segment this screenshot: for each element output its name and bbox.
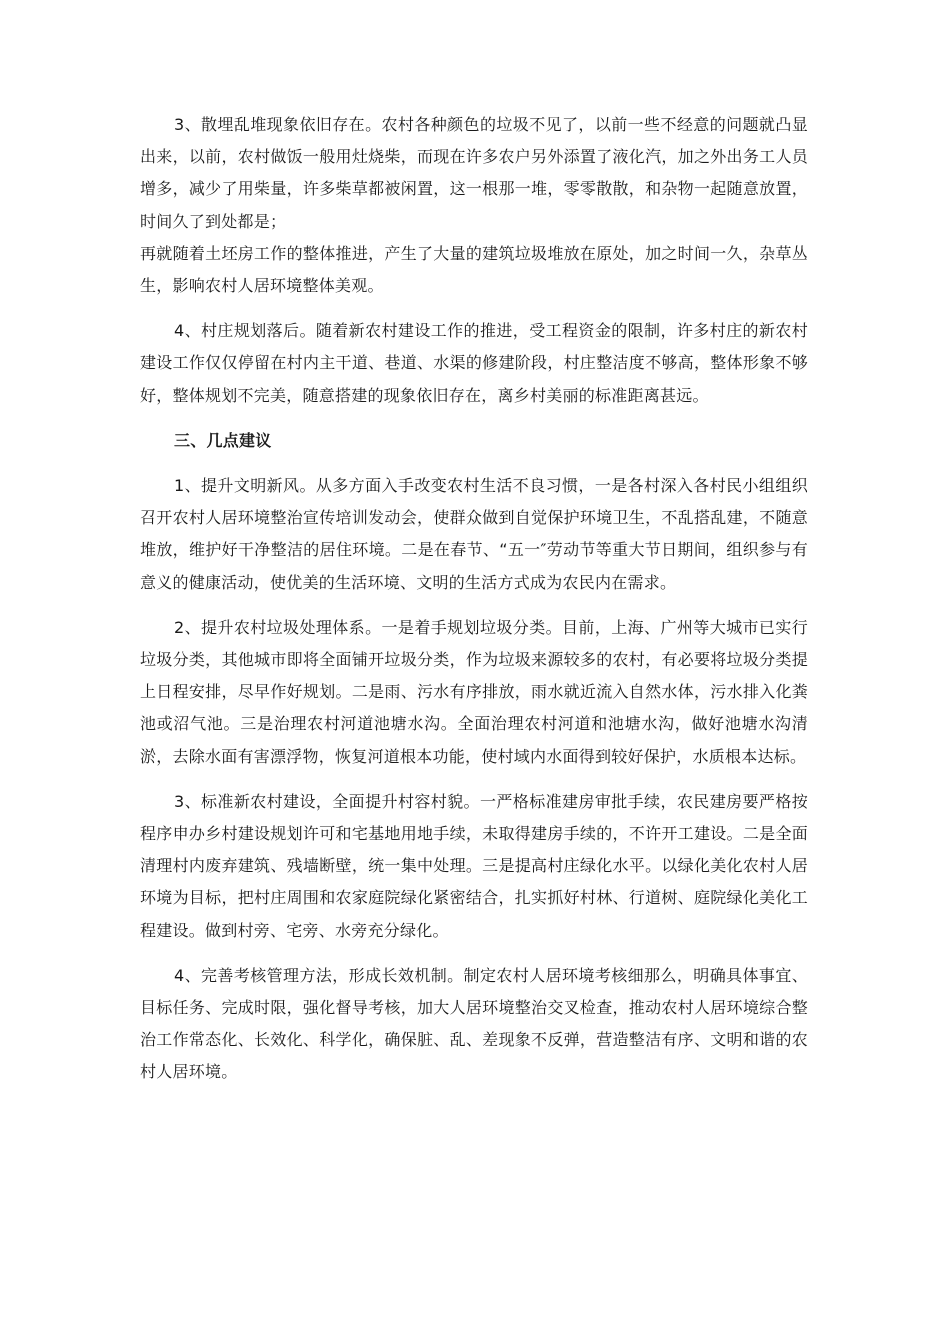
paragraph-item-4-village-planning: 4、村庄规划落后。随着新农村建设工作的推进，受工程资金的限制，许多村庄的新农村建设工作仅仅停留在村内主干道、巷道、水渠的修建阶段，村庄整洁度不够高，整体形象不够好，整体规划不完美，随意搭建的现象依旧存在，离乡村美丽的标准距离甚远。	[140, 321, 808, 405]
section-heading-suggestions: 三、几点建议	[174, 430, 272, 450]
paragraph-suggestion-1: 1、提升文明新风。从多方面入手改变农村生活不良习惯，一是各村深入各村民小组组织召开农村人居环境整治宣传培训发动会，使群众做到自觉保护环境卫生，不乱搭乱建，不随意堆放，维护好干净整洁的居住环境。二是在春节、“五一″劳动节等重大节日期间，组织参与有意义的健康活动，使优美的生活环境、文明的生活方式成为农民内在需求。	[140, 476, 808, 592]
paragraph-suggestion-3: 3、标准新农村建设，全面提升村容村貌。一严格标准建房审批手续，农民建房要严格按程序申办乡村建设规划许可和宅基地用地手续，未取得建房手续的，不许开工建设。二是全面清理村内废弃建筑、残墙断壁，统一集中处理。三是提高村庄绿化水平。以绿化美化农村人居环境为目标，把村庄周围和农家庭院绿化紧密结合，扎实抓好村林、行道树、庭院绿化美化工程建设。做到村旁、宅旁、水旁充分绿化。	[140, 791, 808, 940]
paragraph-suggestion-4: 4、完善考核管理方法，形成长效机制。制定农村人居环境考核细那么，明确具体事宜、目标任务、完成时限，强化督导考核，加大人居环境整治交叉检查，推动农村人居环境综合整治工作常态化、长效化、科学化，确保脏、乱、差现象不反弹，营造整洁有序、文明和谐的农村人居环境。	[140, 965, 808, 1082]
paragraph-item-3-scattered-piles: 3、散埋乱堆现象依旧存在。农村各种颜色的垃圾不见了，以前一些不经意的问题就凸显出来，以前，农村做饭一般用灶烧柴，而现在许多农户另外添置了液化汽，加之外出务工人员增多，减少了用柴量，许多柴草都被闲置，这一根那一堆，零零散散，和杂物一起随意放置，时间久了到处都是；	[140, 115, 808, 231]
paragraph-construction-waste: 再就随着土坯房工作的整体推进，产生了大量的建筑垃圾堆放在原处，加之时间一久，杂草丛生，影响农村人居环境整体美观。	[140, 243, 808, 296]
paragraph-suggestion-2: 2、提升农村垃圾处理体系。一是着手规划垃圾分类。目前，上海、广州等大城市已实行垃圾分类，其他城市即将全面铺开垃圾分类，作为垃圾来源较多的农村，有必要将垃圾分类提上日程安排，尽早作好规划。二是雨、污水有序排放，雨水就近流入自然水体，污水排入化粪池或沼气池。三是治理农村河道池塘水沟。全面治理农村河道和池塘水沟，做好池塘水沟清淤，去除水面有害漂浮物，恢复河道根本功能，使村域内水面得到较好保护，水质根本达标。	[140, 617, 808, 766]
document-page	[140, 109, 808, 1089]
